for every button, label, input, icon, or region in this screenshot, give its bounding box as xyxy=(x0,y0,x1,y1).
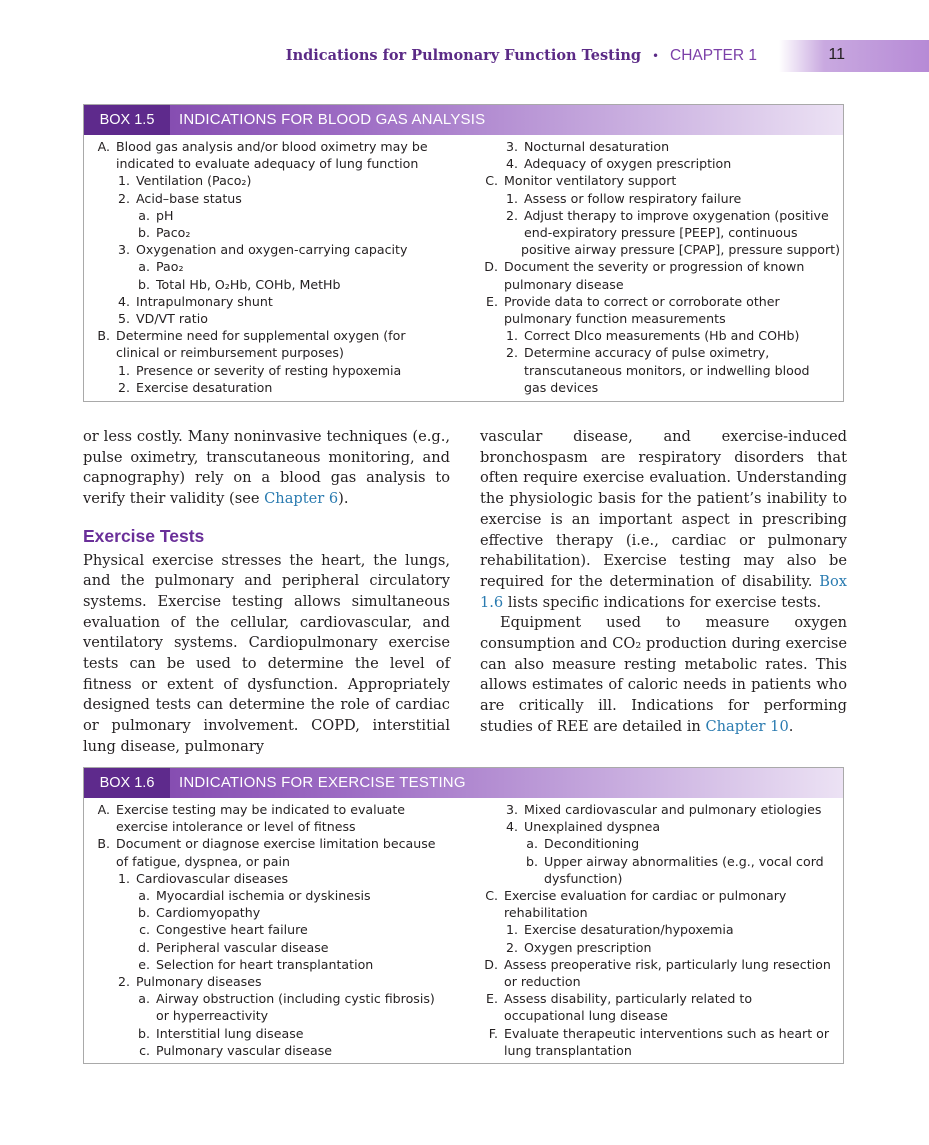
list-item xyxy=(478,172,840,189)
list-item-marker: 1. xyxy=(505,922,518,938)
list-item xyxy=(90,921,470,938)
list-item-text: Exercise desaturation xyxy=(136,379,273,395)
list-item-marker: C. xyxy=(485,173,498,189)
chapter-10-link[interactable]: Chapter 10 xyxy=(705,717,789,735)
list-item-marker: A. xyxy=(97,802,110,817)
list-item-marker xyxy=(90,344,116,361)
paragraph-text: Equipment used to measure oxygen consumption and CO₂ production during exercise can also measure resting metabolic rates. This allows estimates of caloric needs in patients who are critically ill. Indications for performing studies of REE are detailed in xyxy=(480,614,847,735)
list-item-text: Assess or follow respiratory failure xyxy=(524,190,742,206)
list-item-text: occupational lung disease xyxy=(504,1008,668,1024)
list-item-marker: D. xyxy=(484,259,498,275)
list-item xyxy=(90,870,470,887)
list-item-text: Myocardial ischemia or dyskinesis xyxy=(156,888,371,904)
list-item xyxy=(478,956,840,973)
list-item xyxy=(478,801,840,818)
list-item-text: Blood gas analysis and/or blood oximetry may be xyxy=(116,139,428,154)
list-item-text: or reduction xyxy=(504,974,581,990)
section-heading: Exercise Tests xyxy=(83,525,205,546)
list-item-text: Selection for heart transplantation xyxy=(156,956,374,972)
list-item-marker: E. xyxy=(486,991,498,1007)
list-item xyxy=(90,155,470,172)
list-item xyxy=(478,190,840,207)
list-item-text: Ventilation (Paco₂) xyxy=(136,173,252,189)
list-item-marker xyxy=(90,155,116,172)
list-item-marker xyxy=(478,276,504,293)
paragraph-text: . xyxy=(788,717,794,735)
list-item-marker: 4. xyxy=(117,293,130,309)
list-item-text: Deconditioning xyxy=(544,836,640,852)
list-item-marker: 1. xyxy=(117,870,130,886)
list-item-marker: E. xyxy=(486,293,498,309)
list-item xyxy=(478,1042,840,1059)
list-item-text: Determine need for supplemental oxygen (for xyxy=(116,328,406,344)
list-item-text: of fatigue, dyspnea, or pain xyxy=(116,853,290,869)
list-item-text: Unexplained dyspnea xyxy=(524,819,661,835)
list-item xyxy=(478,310,840,327)
list-item-text: transcutaneous monitors, or indwelling blood xyxy=(524,362,810,378)
list-item-text: lung transplantation xyxy=(504,1042,632,1058)
list-item-text: Acid–base status xyxy=(136,190,242,206)
list-item-text: Assess preoperative risk, particularly lung resection xyxy=(504,956,831,972)
list-item-text: Pulmonary vascular disease xyxy=(156,1042,333,1058)
list-item-text: Oxygenation and oxygen-carrying capacity xyxy=(136,242,408,258)
list-item xyxy=(478,276,840,293)
paragraph-text: ). xyxy=(338,490,349,508)
list-item-text: Document the severity or progression of known xyxy=(504,259,805,275)
running-head-bullet: • xyxy=(651,49,660,63)
list-item-text: VD/VT ratio xyxy=(136,311,208,327)
list-item xyxy=(478,258,840,275)
list-item xyxy=(478,327,840,344)
list-item xyxy=(478,973,840,990)
list-item-marker xyxy=(478,1042,504,1059)
list-item-marker xyxy=(498,241,521,258)
list-item xyxy=(90,818,470,835)
list-item-text: Provide data to correct or corroborate other xyxy=(504,293,780,309)
running-header xyxy=(0,40,929,72)
list-item-marker: 4. xyxy=(505,156,518,172)
list-item xyxy=(478,835,840,852)
list-item xyxy=(478,138,840,155)
list-item-marker: b. xyxy=(138,1025,150,1041)
list-item xyxy=(90,362,470,379)
list-item xyxy=(478,853,840,870)
list-item-marker: 3. xyxy=(505,139,518,154)
box-title: INDICATIONS FOR EXERCISE TESTING xyxy=(179,774,466,791)
list-item-text: pulmonary disease xyxy=(504,276,624,292)
running-head xyxy=(286,46,757,65)
list-item xyxy=(478,939,840,956)
list-item-text: Document or diagnose exercise limitation because xyxy=(116,836,436,852)
list-item-marker: 1. xyxy=(117,362,130,378)
list-item-text: Paco₂ xyxy=(156,225,191,241)
list-item-text: Presence or severity of resting hypoxemia xyxy=(136,362,402,378)
list-item-marker: D. xyxy=(484,956,498,972)
list-item xyxy=(90,258,470,275)
list-item-text: Interstitial lung disease xyxy=(156,1025,304,1041)
running-head-title: Indications for Pulmonary Function Testing xyxy=(285,47,642,64)
paragraph-text: or less costly. Many noninvasive techniques (e.g., pulse oximetry, transcutaneous monitoring, and capnography) rely on a blood gas analysis to verify their validity (see xyxy=(83,428,450,508)
box-title: INDICATIONS FOR BLOOD GAS ANALYSIS xyxy=(179,111,486,128)
list-item-text: Intrapulmonary shunt xyxy=(136,293,273,309)
list-item xyxy=(90,801,470,818)
list-item xyxy=(478,224,840,241)
list-item xyxy=(478,818,840,835)
list-item xyxy=(90,293,470,310)
list-item xyxy=(478,362,840,379)
list-item-text: or hyperreactivity xyxy=(156,1008,269,1024)
box-header xyxy=(84,105,843,135)
list-item xyxy=(90,887,470,904)
list-item xyxy=(90,939,470,956)
page-number: 11 xyxy=(828,46,845,63)
list-item-text: Exercise testing may be indicated to evaluate xyxy=(116,802,406,817)
list-item-marker: a. xyxy=(526,836,538,852)
list-item-marker xyxy=(498,362,524,379)
list-item-text: Evaluate therapeutic interventions such as heart or xyxy=(504,1025,830,1041)
list-item xyxy=(478,293,840,310)
list-item-marker: a. xyxy=(138,259,150,275)
list-item xyxy=(478,1007,840,1024)
box-right-column xyxy=(478,801,840,1059)
list-item-marker: b. xyxy=(138,905,150,921)
list-item xyxy=(478,241,840,258)
list-item xyxy=(478,904,840,921)
list-item xyxy=(90,379,470,396)
list-item-marker: 2. xyxy=(505,939,518,955)
list-item xyxy=(90,1042,470,1059)
list-item xyxy=(90,190,470,207)
list-item-marker: 1. xyxy=(505,328,518,344)
list-item-marker: b. xyxy=(138,225,150,241)
list-item-text: Monitor ventilatory support xyxy=(504,173,677,189)
list-item xyxy=(90,276,470,293)
list-item-text: Upper airway abnormalities (e.g., vocal cord xyxy=(544,853,824,869)
box-right-column xyxy=(478,138,840,396)
list-item xyxy=(478,155,840,172)
list-item-marker: c. xyxy=(139,922,150,938)
paragraph xyxy=(480,427,847,613)
list-item-marker: d. xyxy=(138,939,150,955)
list-item-text: Congestive heart failure xyxy=(156,922,308,938)
list-item-marker: 3. xyxy=(505,802,518,817)
list-item xyxy=(90,956,470,973)
list-item-text: clinical or reimbursement purposes) xyxy=(116,345,344,361)
list-item-marker: 4. xyxy=(505,819,518,835)
list-item-marker: a. xyxy=(138,888,150,904)
box-left-column xyxy=(90,138,470,396)
list-item-marker: 1. xyxy=(117,173,130,189)
list-item-marker: 2. xyxy=(505,207,518,223)
list-item xyxy=(90,835,470,852)
list-item-text: Exercise evaluation for cardiac or pulmonary xyxy=(504,888,787,904)
list-item-marker: e. xyxy=(138,956,150,972)
list-item-text: gas devices xyxy=(524,379,599,395)
list-item-marker: 2. xyxy=(117,190,130,206)
list-item-marker: B. xyxy=(97,328,110,344)
list-item-text: Airway obstruction (including cystic fibrosis) xyxy=(156,991,435,1007)
list-item-text: Nocturnal desaturation xyxy=(524,139,670,154)
list-item-marker: B. xyxy=(97,836,110,852)
paragraph: Physical exercise stresses the heart, the lungs, and the pulmonary and peripheral circulatory systems. Exercise testing allows simultaneous evaluation of the cellular, cardiovascular, and ventilatory systems. Cardiopulmonary exercise tests can be used to determine the level of fitness or extent of dysfunction. Appropriately designed tests can determine the role of cardiac or pulmonary involvement. COPD, interstitial lung disease, pulmonary xyxy=(83,551,450,755)
list-item-text: Mixed cardiovascular and pulmonary etiologies xyxy=(524,802,822,817)
paragraph xyxy=(83,427,450,510)
list-item-text: Peripheral vascular disease xyxy=(156,939,329,955)
running-head-chapter: CHAPTER 1 xyxy=(670,47,757,64)
box-exercise-testing xyxy=(83,767,844,1064)
list-item xyxy=(90,172,470,189)
list-item xyxy=(90,241,470,258)
box-label: BOX 1.6 xyxy=(84,768,170,798)
list-item-marker xyxy=(498,224,524,241)
list-item-text: exercise intolerance or level of fitness xyxy=(116,819,356,835)
list-item-text: Determine accuracy of pulse oximetry, xyxy=(524,345,770,361)
paragraph-text: lists specific indications for exercise tests. xyxy=(503,593,822,611)
list-item-marker xyxy=(478,310,504,327)
list-item-marker xyxy=(90,818,116,835)
list-item-marker: a. xyxy=(138,207,150,223)
list-item-marker xyxy=(478,973,504,990)
list-item-text: end-expiratory pressure [PEEP], continuous xyxy=(524,225,798,241)
list-item-marker: 3. xyxy=(117,242,130,258)
list-item-marker: a. xyxy=(138,991,150,1007)
list-item-text: positive airway pressure [CPAP], pressure support) xyxy=(521,242,840,258)
page-number-tab xyxy=(779,40,929,72)
list-item-marker xyxy=(130,1007,156,1024)
list-item-text: Correct Dlco measurements (Hb and COHb) xyxy=(524,328,800,344)
list-item-marker: F. xyxy=(488,1025,498,1041)
list-item-marker: 2. xyxy=(117,974,130,990)
list-item xyxy=(90,224,470,241)
box-label: BOX 1.5 xyxy=(84,105,170,135)
list-item xyxy=(90,904,470,921)
list-item-marker xyxy=(478,904,504,921)
list-item-text: Total Hb, O₂Hb, COHb, MetHb xyxy=(156,276,341,292)
list-item xyxy=(478,921,840,938)
list-item-text: Oxygen prescription xyxy=(524,939,652,955)
list-item xyxy=(90,973,470,990)
list-item-text: Exercise desaturation/hypoxemia xyxy=(524,922,734,938)
box-1-6-link[interactable]: Box 1.6 xyxy=(480,572,847,611)
list-item-marker: A. xyxy=(97,139,110,154)
list-item-marker xyxy=(518,870,544,887)
paragraph xyxy=(480,613,847,737)
list-item xyxy=(90,344,470,361)
body-right-column xyxy=(480,427,847,738)
list-item-marker xyxy=(498,379,524,396)
list-item-text: Adequacy of oxygen prescription xyxy=(524,156,732,172)
list-item xyxy=(90,327,470,344)
box-left-column xyxy=(90,801,470,1059)
list-item xyxy=(90,310,470,327)
list-item xyxy=(90,990,470,1007)
list-item-marker: 1. xyxy=(505,190,518,206)
list-item-text: dysfunction) xyxy=(544,870,623,886)
list-item xyxy=(478,207,840,224)
list-item-marker: C. xyxy=(485,888,498,904)
list-item-marker: 2. xyxy=(505,345,518,361)
list-item-text: indicated to evaluate adequacy of lung function xyxy=(116,156,419,172)
list-item-text: Assess disability, particularly related to xyxy=(504,991,753,1007)
list-item-text: rehabilitation xyxy=(504,905,588,921)
list-item-marker xyxy=(478,1007,504,1024)
box-header xyxy=(84,768,843,798)
list-item xyxy=(90,1025,470,1042)
list-item xyxy=(478,344,840,361)
list-item-text: pH xyxy=(156,207,174,223)
list-item xyxy=(90,1007,470,1024)
list-item xyxy=(90,853,470,870)
list-item-marker: c. xyxy=(139,1042,150,1058)
list-item xyxy=(478,379,840,396)
box-blood-gas-analysis xyxy=(83,104,844,402)
list-item-text: Cardiomyopathy xyxy=(156,905,261,921)
list-item-text: pulmonary function measurements xyxy=(504,311,726,327)
chapter-6-link[interactable]: Chapter 6 xyxy=(264,490,339,508)
list-item xyxy=(478,887,840,904)
paragraph-text: vascular disease, and exercise-induced bronchospasm are respiratory disorders that often require exercise evaluation. Understanding the physiologic basis for the patient’s inability to exercise is an important aspect in prescribing effective therapy (i.e., cardiac or pulmonary rehabilitation). Exercise testing may also be required for the determination of disability. xyxy=(480,428,847,590)
list-item-marker: 2. xyxy=(117,379,130,395)
list-item-marker: b. xyxy=(526,853,538,869)
list-item-marker: b. xyxy=(138,276,150,292)
list-item xyxy=(478,1025,840,1042)
list-item-text: Pulmonary diseases xyxy=(136,974,262,990)
list-item-text: Cardiovascular diseases xyxy=(136,870,289,886)
list-item xyxy=(478,870,840,887)
body-left-column xyxy=(83,427,450,758)
list-item-marker xyxy=(90,853,116,870)
list-item xyxy=(90,138,470,155)
list-item xyxy=(478,990,840,1007)
list-item xyxy=(90,207,470,224)
list-item-marker: 5. xyxy=(117,311,130,327)
list-item-text: Adjust therapy to improve oxygenation (positive xyxy=(524,207,829,223)
list-item-text: Pao₂ xyxy=(156,259,184,275)
